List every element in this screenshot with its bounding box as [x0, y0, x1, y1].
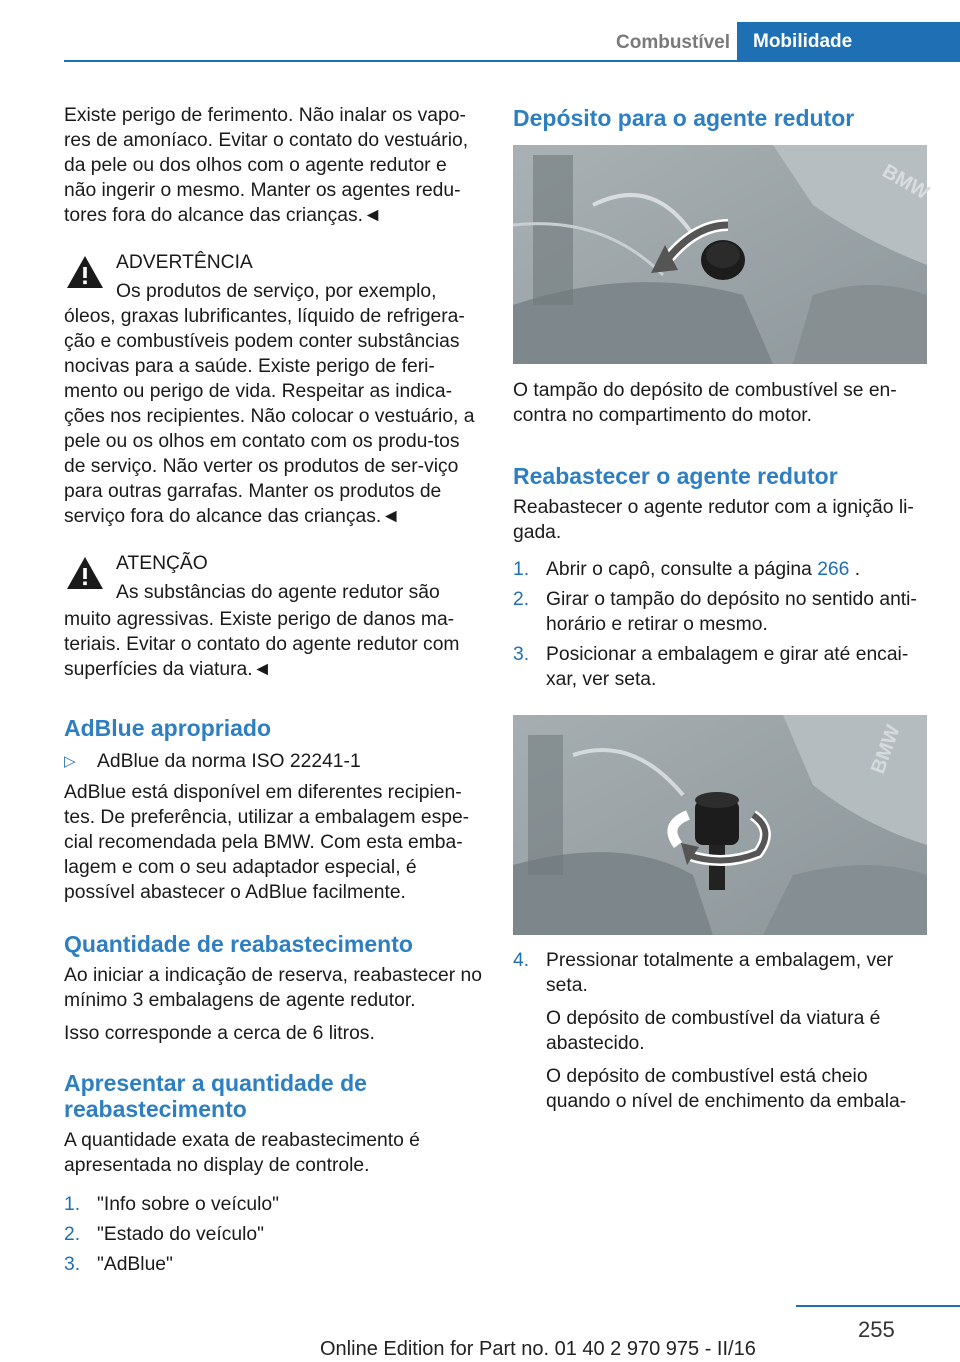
step-number: 1.: [64, 1194, 81, 1215]
refill-steps-list: [513, 557, 933, 692]
refill-text: Reabastecer o agente redutor com a ignição li-gada.: [513, 497, 914, 543]
refill-section: [513, 463, 933, 692]
list-item: [64, 1192, 482, 1217]
step-text: Girar o tampão do depósito no sentido anti-horário e retirar o mesmo.: [546, 589, 917, 635]
quantity-heading: Quantidade de reabastecimento: [64, 931, 413, 957]
intro-text: Existe perigo de ferimento. Não inalar os vapo-res de amoníaco. Evitar o contato do vestuário, da pele ou dos olhos com o agente redutor e não ingerir o mesmo. Manter os agentes redu-tores fora do alcance das crianças.◄: [64, 105, 469, 226]
caution-first-line: As substâncias do agente redutor são: [116, 582, 440, 603]
warning-text: óleos, graxas lubrificantes, líquido de refrigera-ção e combustíveis podem conter substâncias nocivas para a saúde. Existe perigo de feri-mento ou perigo de vida. Respeitar as indica-ções nos recipientes. Não colocar o vestuário, a pele ou os olhos em contato com os produ-tos de serviço. Não verter os produtos de ser-viço para outras garrafas. Manter os produtos de serviço fora do alcance das crianças.◄: [64, 306, 475, 527]
tank-caption-block: [513, 378, 933, 428]
tank-heading-block: [513, 105, 933, 131]
bullet-triangle-icon: ▷: [64, 753, 76, 770]
warning-body: [64, 304, 482, 529]
adblue-bullet-item: [64, 749, 482, 774]
caution-heading-block: [116, 551, 482, 605]
refill-heading: Reabastecer o agente redutor: [513, 463, 838, 489]
page-link[interactable]: 266: [817, 559, 850, 580]
step-text: "AdBlue": [97, 1254, 173, 1275]
list-item: [513, 557, 933, 582]
quantity-text-1: Ao iniciar a indicação de reserva, reabastecer no mínimo 3 embalagens de agente redutor.: [64, 965, 482, 1011]
show-text: A quantidade exata de reabastecimento é apresentada no display de controle.: [64, 1130, 420, 1176]
step-number: 3.: [513, 644, 530, 665]
intro-paragraph: [64, 103, 482, 228]
list-item: [513, 587, 933, 637]
adblue-text: AdBlue está disponível em diferentes recipien-tes. De preferência, utilizar a embalagem espe-cial recomendada pela BMW. Com esta emba-lagem e com o seu adaptador especial, é possível abastecer o AdBlue facilmente.: [64, 782, 470, 903]
tank-caption: O tampão do depósito de combustível se en-contra no compartimento do motor.: [513, 380, 897, 426]
engine-bay-photo-2: [513, 715, 927, 935]
warning-first-line: Os produtos de serviço, por exemplo,: [116, 281, 437, 302]
step4-block: [513, 948, 933, 1114]
caution-text: muito agressivas. Existe perigo de danos ma-teriais. Evitar o contato do agente redutor com superfícies da viatura.◄: [64, 609, 460, 680]
edition-footer: Online Edition for Part no. 01 40 2 970 975 - II/16: [320, 1338, 756, 1360]
quantity-text-2: Isso corresponde a cerca de 6 litros.: [64, 1023, 375, 1044]
warning-title: ADVERTÊNCIA: [116, 252, 253, 273]
page-number: 255: [858, 1317, 895, 1342]
list-item: [64, 1252, 482, 1277]
adblue-heading: AdBlue apropriado: [64, 715, 272, 741]
bmw-lettering-1: BMW: [878, 160, 933, 205]
caution-body: [64, 607, 482, 682]
step-text: "Info sobre o veículo": [97, 1194, 279, 1215]
engine-bay-photo-1: [513, 145, 933, 364]
step-text: "Estado do veículo": [97, 1224, 264, 1245]
tank-heading: Depósito para o agente redutor: [513, 105, 855, 131]
adblue-section: [64, 715, 482, 905]
quantity-section: [64, 931, 482, 1046]
step-number: 2.: [64, 1224, 81, 1245]
caution-triangle-icon: [64, 553, 106, 593]
caution-title: ATENÇÃO: [116, 553, 208, 574]
step-text: Posicionar a embalagem e girar até encai-xar, ver seta.: [546, 644, 909, 690]
warning-heading-block: [116, 250, 482, 304]
bmw-lettering-2: BMW: [867, 722, 905, 777]
steps-list: [64, 1192, 482, 1277]
step-number: 2.: [513, 589, 530, 610]
footer-rule: [796, 1305, 960, 1307]
tab-combustivel[interactable]: Combustível: [616, 32, 731, 53]
step-number: 1.: [513, 559, 530, 580]
step-text: Pressionar totalmente a embalagem, ver seta.: [546, 950, 894, 996]
adblue-bullet-text: AdBlue da norma ISO 22241-1: [97, 751, 361, 772]
show-heading-line-2: reabastecimento: [64, 1096, 247, 1122]
show-heading-line-1: Apresentar a quantidade de: [64, 1070, 367, 1096]
step-number: 3.: [64, 1254, 81, 1275]
list-item: [64, 1222, 482, 1247]
step-text-end: .: [849, 559, 861, 580]
tab-mobilidade[interactable]: Mobilidade: [737, 22, 960, 62]
step-number: 4.: [513, 950, 530, 971]
header-rule: [64, 60, 960, 62]
list-item: [513, 948, 933, 998]
warning-triangle-icon: [64, 252, 106, 292]
show-quantity-section: [64, 1070, 482, 1277]
step4-sub-2: O depósito de combustível está cheio quando o nível de enchimento da embala-: [546, 1066, 907, 1112]
list-item: [513, 642, 933, 692]
step-text: Abrir o capô, consulte a página: [546, 559, 818, 580]
step4-sub-1: O depósito de combustível da viatura é abastecido.: [546, 1008, 881, 1054]
